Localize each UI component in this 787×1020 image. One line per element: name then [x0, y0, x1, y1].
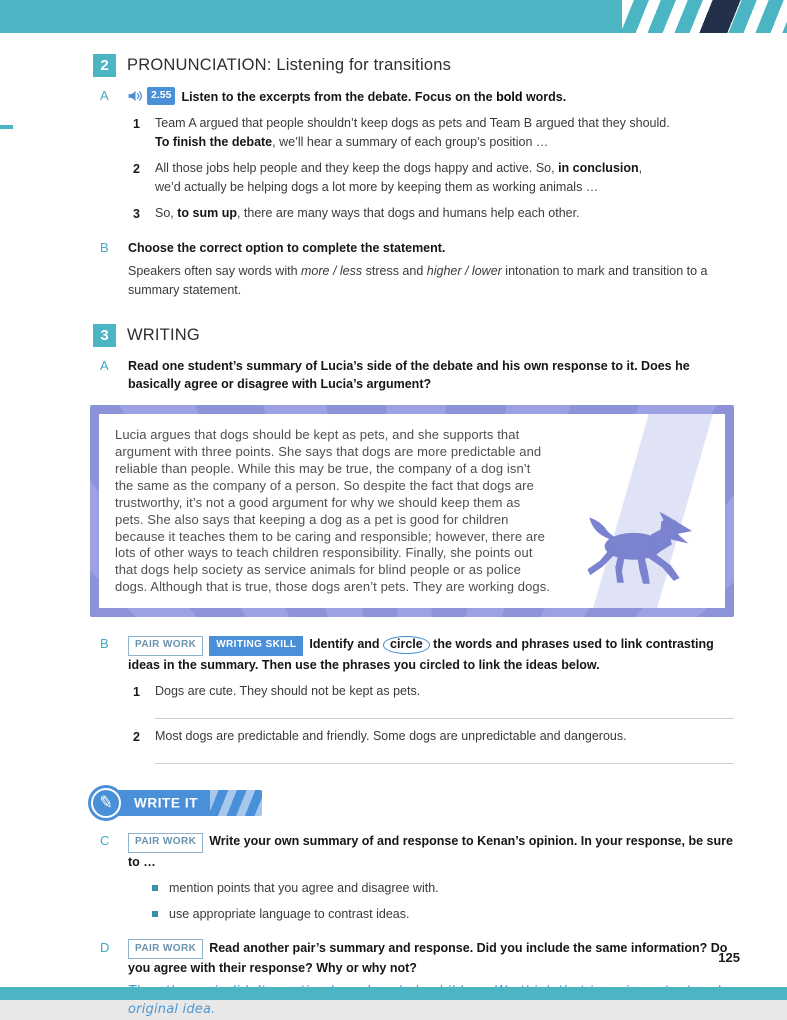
- contrast-item-2: [133, 727, 734, 746]
- exercise-3c-instruction: Write your own summary of and response to Kenan’s opinion. In your response, be sure to …: [128, 834, 733, 869]
- excerpt-3-post: , there are many ways that dogs and humans help each other.: [236, 206, 580, 221]
- answer-line-2: [155, 762, 734, 764]
- bullet-item-2: [152, 905, 734, 923]
- exercise-2b-content: [128, 239, 734, 300]
- excerpt-2-line2: we’d actually be helping dogs a lot more by keeping them as working animals …: [155, 179, 599, 194]
- excerpt-item-2: [133, 159, 734, 196]
- exercise-2a-content: [128, 87, 734, 223]
- bullet-item-1: [152, 879, 734, 897]
- exercise-3b-instruction-part1: Identify and: [309, 637, 384, 652]
- exercise-3d: [100, 939, 734, 1020]
- exercise-3d-content: [128, 939, 734, 1020]
- excerpt-1-text: [155, 114, 734, 151]
- pair-work-badge: PAIR WORK: [128, 636, 203, 656]
- write-it-circle: [88, 785, 124, 821]
- exercise-3c-letter: C: [100, 833, 110, 849]
- section-3-number-badge: 3: [93, 324, 116, 347]
- exercise-2b-statement: [128, 262, 734, 300]
- exercise-2b-instruction: Choose the correct option to complete the statement.: [128, 241, 446, 256]
- audio-track-badge: 2.55: [147, 87, 175, 105]
- bottom-color-band: [0, 987, 787, 1000]
- excerpt-3-text: [155, 204, 734, 223]
- excerpt-1-line1: Team A argued that people shouldn’t keep dogs as pets and Team B argued that they should.: [155, 116, 670, 131]
- diagonal-stripes-decoration: [622, 0, 787, 33]
- summary-box: [90, 405, 734, 617]
- pair-work-badge: PAIR WORK: [128, 833, 203, 853]
- square-bullet-icon: [152, 885, 158, 891]
- left-margin-tick: [0, 125, 13, 129]
- exercise-3a-instruction: Read one student’s summary of Lucia’s side of the debate and his own response to it. Does he basically agree or disagree with Lucia’s argument?: [128, 358, 690, 392]
- statement-part2: stress and: [362, 264, 427, 279]
- excerpt-1-number: 1: [133, 117, 140, 132]
- excerpt-3-bold-phrase: to sum up: [177, 206, 237, 221]
- writing-skill-badge: WRITING SKILL: [209, 636, 303, 656]
- section-2-title: PRONUNCIATION: Listening for transitions: [127, 56, 452, 74]
- excerpt-1-line2-rest: , we’ll hear a summary of each group’s position …: [272, 134, 549, 149]
- bullet-2-text: use appropriate language to contrast ideas.: [169, 906, 410, 921]
- excerpt-2-post: ,: [638, 161, 643, 176]
- contrast-1-text: Dogs are cute. They should not be kept as pets.: [155, 683, 421, 698]
- excerpt-list: [133, 114, 734, 223]
- exercise-2b-letter: B: [100, 240, 109, 256]
- excerpt-1-bold-phrase: To finish the debate: [155, 134, 273, 149]
- bullet-1-text: mention points that you agree and disagree with.: [169, 880, 439, 895]
- exercise-3b-letter: B: [100, 636, 109, 652]
- pencil-icon: ✎: [97, 792, 115, 813]
- exercise-2a: [100, 87, 734, 223]
- summary-box-inner: [99, 414, 725, 608]
- page-number: 125: [718, 950, 740, 965]
- contrast-1-number: 1: [133, 684, 140, 699]
- statement-option2: higher / lower: [426, 264, 502, 279]
- section-2-header: [93, 54, 734, 77]
- statement-part1: Speakers often say words with: [128, 264, 301, 279]
- exercise-2a-instruction-part2: words.: [522, 90, 567, 105]
- exercise-3a: [100, 357, 734, 393]
- section-2-number-badge: 2: [93, 54, 116, 77]
- running-dog-illustration: [571, 506, 719, 602]
- excerpt-item-3: [133, 204, 734, 223]
- write-it-label: WRITE IT: [134, 795, 199, 811]
- exercise-3c-content: [128, 832, 734, 923]
- speaker-icon: [128, 89, 143, 103]
- exercise-2a-instruction-part1: Listen to the excerpts from the debate. Focus on the: [181, 90, 497, 105]
- exercise-3b-content: [128, 635, 734, 770]
- square-bullet-icon: [152, 911, 158, 917]
- exercise-3a-letter: A: [100, 357, 109, 373]
- contrast-2-number: 2: [133, 729, 140, 744]
- audio-control: [128, 87, 175, 105]
- circled-word: circle: [383, 636, 430, 653]
- summary-paragraph-text: Lucia argues that dogs should be kept as pets, and she supports that argument with three points. She says that dogs are more predictable and reliable than people. While this may be true, the company of a dog isn’t the same as the company of a person. So despite the fact that dogs are trustworthy, it’s not a good argument for why we should keep them as pets. She also says that keeping a dog as a pet is good for children because it teaches them to be caring and responsible; however, there are lots of other ways to teach children responsibility. Finally, she points out that dogs help society as service animals for blind people or as police dogs. Although that is true, those dogs aren’t pets. They are working dogs.: [115, 427, 551, 595]
- excerpt-2-text: [155, 159, 734, 196]
- handwritten-sample-answer: original idea.: [128, 1002, 216, 1018]
- exercise-3d-letter: D: [100, 939, 110, 955]
- page-content: [93, 33, 734, 1020]
- contrast-ideas-list: [133, 682, 734, 764]
- contrast-item-1: [133, 682, 734, 701]
- contrast-2-text: Most dogs are predictable and friendly. Some dogs are unpredictable and dangerous.: [155, 728, 627, 743]
- section-3-title: WRITING: [127, 325, 200, 344]
- pair-work-badge: PAIR WORK: [128, 939, 203, 959]
- exercise-2a-instruction-bold-word: bold: [496, 90, 523, 105]
- section-3-header: [93, 324, 734, 347]
- excerpt-3-pre: So,: [155, 206, 178, 221]
- exercise-3b: [100, 635, 734, 770]
- statement-option1: more / less: [301, 264, 363, 279]
- statement-part3: intonation to mark and transition to a summary statement.: [128, 264, 708, 298]
- exercise-2b: [100, 239, 734, 300]
- excerpt-2-bold-phrase: in conclusion: [558, 161, 639, 176]
- exercise-3c: [100, 832, 734, 923]
- excerpt-3-number: 3: [133, 207, 140, 222]
- exercise-3b-instruction-part2: the words and phrases used to link contrasting ideas in the summary. Then use the phrases you circled to link the ideas below.: [128, 637, 714, 672]
- exercise-2a-letter: A: [100, 88, 109, 103]
- excerpt-item-1: [133, 114, 734, 151]
- answer-line-1: [155, 717, 734, 719]
- write-it-banner: [90, 788, 262, 818]
- excerpt-2-number: 2: [133, 162, 140, 177]
- excerpt-2-pre: All those jobs help people and they keep the dogs happy and active. So,: [155, 161, 559, 176]
- exercise-3a-content: [128, 357, 734, 393]
- exercise-3d-instruction: Read another pair’s summary and response. Did you include the same information? Do you agree with their response? Why or why not?: [128, 940, 728, 976]
